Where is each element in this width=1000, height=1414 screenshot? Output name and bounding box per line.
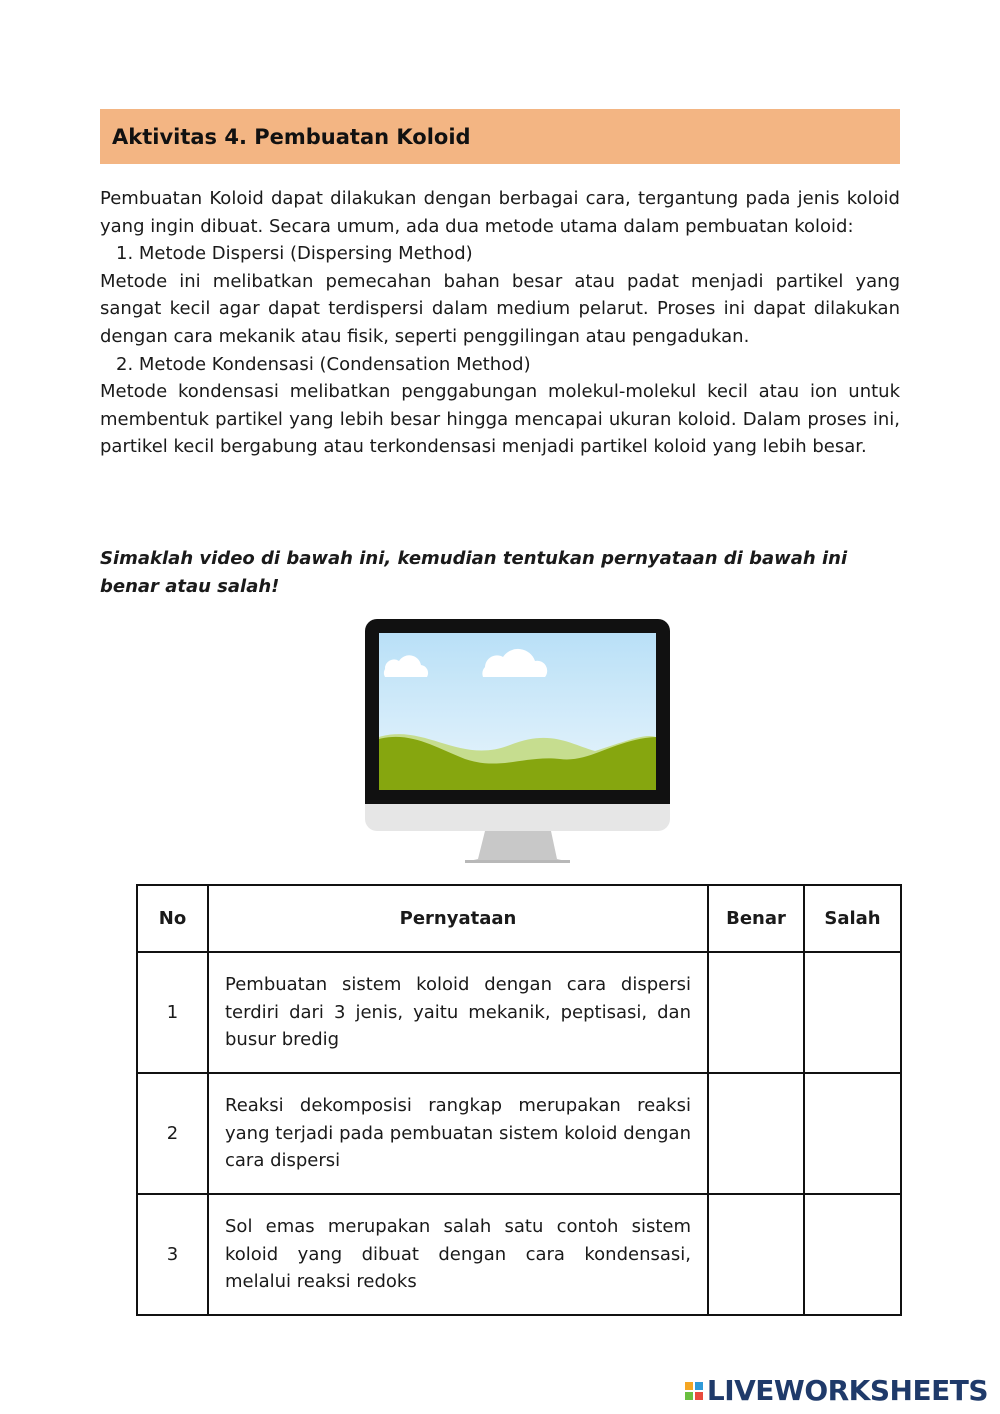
statement-text: Sol emas merupakan salah satu contoh sistem koloid yang dibuat dengan cara kondensasi, melalui reaksi redoks [208, 1194, 708, 1315]
header-statement: Pernyataan [208, 885, 708, 952]
activity-header [100, 109, 900, 164]
intro-section [100, 185, 900, 461]
table-header-row [137, 885, 901, 952]
benar-answer-cell[interactable] [708, 952, 804, 1073]
monitor-icon [365, 619, 670, 865]
activity-title: Aktivitas 4. Pembuatan Koloid [112, 124, 471, 149]
liveworksheets-logo-icon [685, 1382, 703, 1400]
salah-answer-cell[interactable] [804, 952, 901, 1073]
benar-answer-cell[interactable] [708, 1194, 804, 1315]
header-salah: Salah [804, 885, 901, 952]
method-2-description: Metode kondensasi melibatkan penggabungan molekul-molekul kecil atau ion untuk membentuk partikel yang lebih besar hingga mencapai ukuran koloid. Dalam proses ini, partikel kecil bergabung atau terkondensasi menjadi partikel koloid yang lebih besar. [100, 381, 900, 458]
row-number: 2 [137, 1073, 208, 1194]
liveworksheets-watermark [685, 1374, 988, 1407]
benar-answer-cell[interactable] [708, 1073, 804, 1194]
statement-text: Reaksi dekomposisi rangkap merupakan reaksi yang terjadi pada pembuatan sistem koloid dengan cara dispersi [208, 1073, 708, 1194]
brand-text: LIVEWORKSHEETS [706, 1374, 988, 1407]
row-number: 3 [137, 1194, 208, 1315]
statements-table [136, 884, 902, 1316]
table-row [137, 1073, 901, 1194]
table-row [137, 1194, 901, 1315]
statement-text: Pembuatan sistem koloid dengan cara dispersi terdiri dari 3 jenis, yaitu mekanik, peptisasi, dan busur bredig [208, 952, 708, 1073]
salah-answer-cell[interactable] [804, 1073, 901, 1194]
method-1-title: 1. Metode Dispersi (Dispersing Method) [116, 243, 473, 265]
table-row [137, 952, 901, 1073]
instruction-text: Simaklah video di bawah ini, kemudian tentukan pernyataan di bawah ini benar atau salah! [100, 548, 848, 597]
method-1-description: Metode ini melibatkan pemecahan bahan besar atau padat menjadi partikel yang sangat kecil agar dapat terdispersi dalam medium pelarut. Proses ini dapat dilakukan dengan cara mekanik atau fisik, seperti penggilingan atau pengadukan. [100, 270, 900, 347]
row-number: 1 [137, 952, 208, 1073]
method-2-title: 2. Metode Kondensasi (Condensation Method) [116, 353, 531, 375]
salah-answer-cell[interactable] [804, 1194, 901, 1315]
intro-paragraph: Pembuatan Koloid dapat dilakukan dengan berbagai cara, tergantung pada jenis koloid yang ingin dibuat. Secara umum, ada dua metode utama dalam pembuatan koloid: [100, 188, 900, 237]
header-no: No [137, 885, 208, 952]
header-benar: Benar [708, 885, 804, 952]
video-player[interactable] [365, 619, 670, 865]
